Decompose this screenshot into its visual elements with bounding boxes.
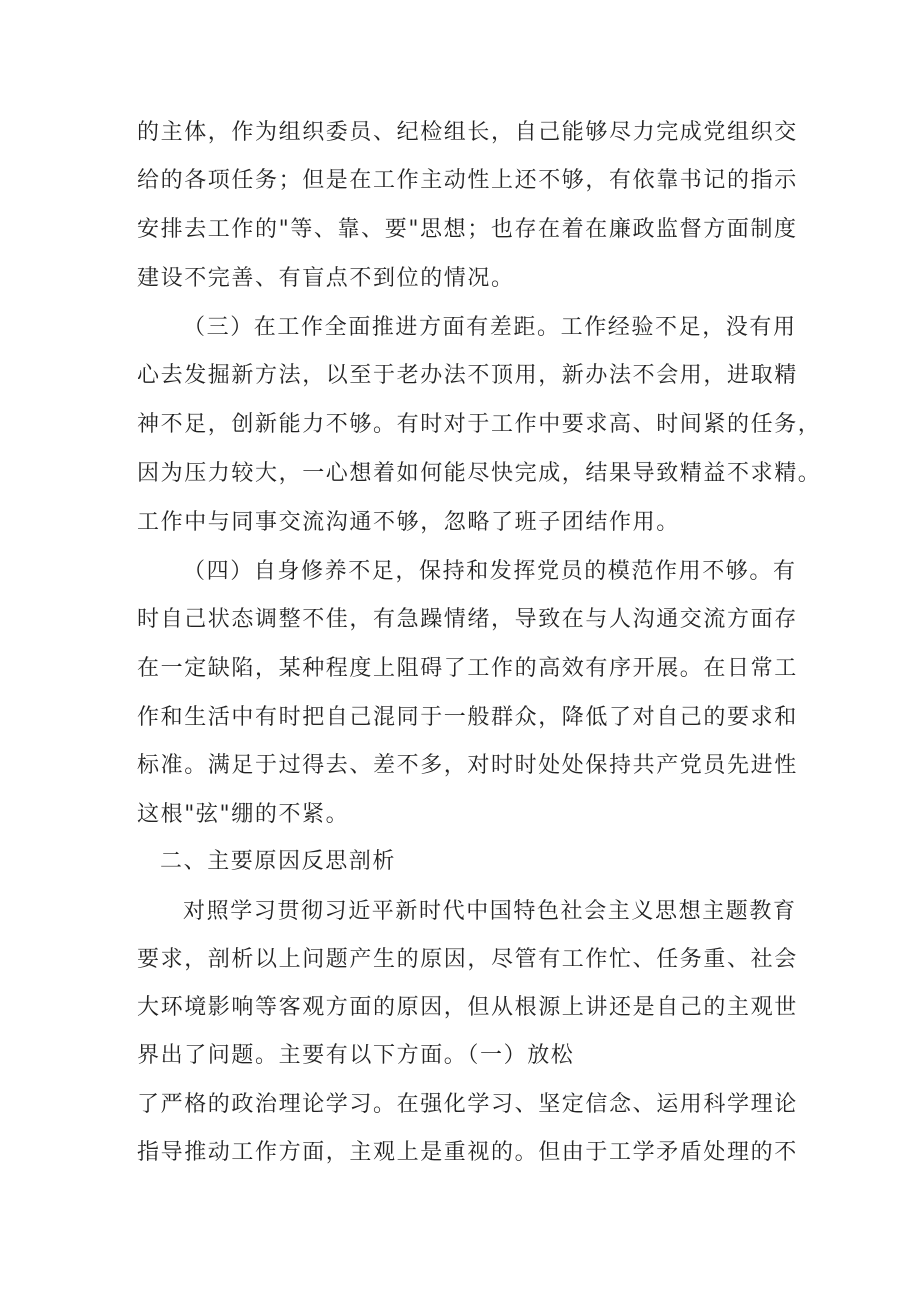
text-line: 大环境影响等客观方面的原因，但从根源上讲还是自己的主观世 — [137, 995, 798, 1020]
text-line: 神不足，创新能力不够。有时对于工作中要求高、时间紧的任务， — [137, 412, 822, 437]
text-line: 给的各项任务；但是在工作主动性上还不够，有依靠书记的指示 — [137, 168, 798, 193]
text-line: 时自己状态调整不佳，有急躁情绪，导致在与人沟通交流方面存 — [137, 607, 798, 632]
paragraph-start: 对照学习贯彻习近平新时代中国特色社会主义思想主题教育 — [183, 899, 797, 924]
text-line: 指导推动工作方面，主观上是重视的。但由于工学矛盾处理的不 — [137, 1140, 798, 1165]
text-line: 心去发掘新方法，以至于老办法不顶用，新办法不会用，进取精 — [137, 363, 798, 388]
section-4-paragraph-start: （四）自身修养不足，保持和发挥党员的模范作用不够。有 — [183, 559, 797, 584]
text-line: 建设不完善、有盲点不到位的情况。 — [137, 266, 515, 291]
text-line: 的主体，作为组织委员、纪检组长，自己能够尽力完成党组织交 — [137, 120, 798, 145]
text-line: 标准。满足于过得去、差不多，对时时处处保持共产党员先进性 — [137, 753, 798, 778]
section-3-paragraph-start: （三）在工作全面推进方面有差距。工作经验不足，没有用 — [183, 315, 797, 340]
text-line: 安排去工作的"等、靠、要"思想；也存在着在廉政监督方面制度 — [137, 217, 798, 242]
text-line: 界出了问题。主要有以下方面。（一）放松 — [137, 1043, 575, 1068]
text-line: 因为压力较大，一心想着如何能尽快完成，结果导致精益不求精。 — [137, 461, 822, 486]
text-line: 了严格的政治理论学习。在强化学习、坚定信念、运用科学理论 — [137, 1092, 798, 1117]
text-line: 这根"弦"绷的不紧。 — [137, 802, 350, 827]
text-line: 要求，剖析以上问题产生的原因，尽管有工作忙、任务重、社会 — [137, 947, 798, 972]
text-line: 工作中与同事交流沟通不够，忽略了班子团结作用。 — [137, 510, 680, 535]
text-line: 作和生活中有时把自己混同于一般群众，降低了对自己的要求和 — [137, 705, 798, 730]
section-heading: 二、主要原因反思剖析 — [160, 849, 397, 874]
text-line: 在一定缺陷，某种程度上阻碍了工作的高效有序开展。在日常工 — [137, 656, 798, 681]
